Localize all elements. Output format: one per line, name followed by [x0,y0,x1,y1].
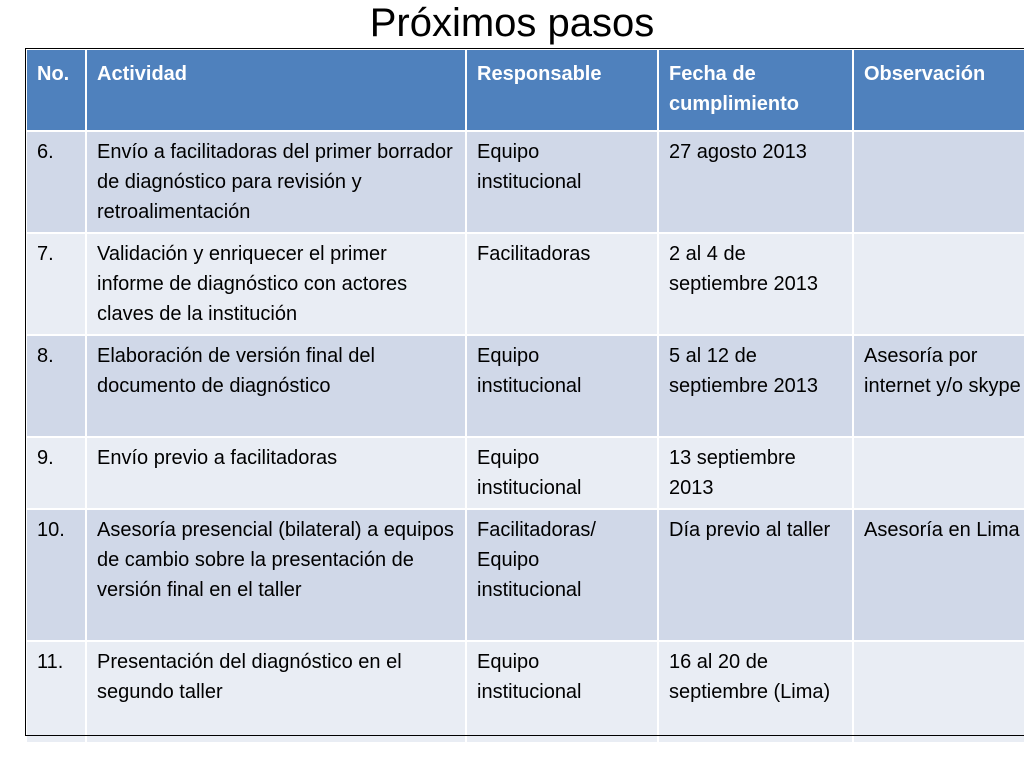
cell-responsable: Equipo institucional [466,131,658,233]
cell-actividad: Validación y enriquecer el primer informe de diagnóstico con actores claves de la institución [86,233,466,335]
cell-responsable: Facilitadoras/ Equipo institucional [466,509,658,641]
cell-no: 6. [26,131,86,233]
cell-actividad: Envío a facilitadoras del primer borrador de diagnóstico para revisión y retroalimentación [86,131,466,233]
cell-observacion [853,641,1024,743]
table-row [26,509,1024,641]
header-responsable: Responsable [466,49,658,131]
header-observacion: Observación [853,49,1024,131]
cell-no: 8. [26,335,86,437]
table-row [26,233,1024,335]
cell-fecha: 5 al 12 de septiembre 2013 [658,335,853,437]
cell-fecha: 2 al 4 de septiembre 2013 [658,233,853,335]
table-row [26,437,1024,509]
cell-no: 9. [26,437,86,509]
table-row [26,131,1024,233]
table-row [26,335,1024,437]
header-no: No. [26,49,86,131]
cell-fecha: 16 al 20 de septiembre (Lima) [658,641,853,743]
cell-responsable: Equipo institucional [466,437,658,509]
page-title: Próximos pasos [369,1,655,45]
cell-fecha: Día previo al taller [658,509,853,641]
cell-fecha: 13 septiembre 2013 [658,437,853,509]
header-fecha: Fecha de cumplimiento [658,49,853,131]
cell-responsable: Equipo institucional [466,641,658,743]
next-steps-table [25,48,1024,744]
table-header-row [26,49,1024,131]
header-actividad: Actividad [86,49,466,131]
cell-actividad: Envío previo a facilitadoras [86,437,466,509]
cell-observacion [853,131,1024,233]
cell-observacion [853,233,1024,335]
cell-observacion [853,437,1024,509]
cell-fecha: 27 agosto 2013 [658,131,853,233]
cell-observacion: Asesoría en Lima [853,509,1024,641]
cell-responsable: Facilitadoras [466,233,658,335]
cell-observacion: Asesoría por internet y/o skype [853,335,1024,437]
cell-responsable: Equipo institucional [466,335,658,437]
cell-no: 7. [26,233,86,335]
cell-no: 11. [26,641,86,743]
cell-actividad: Presentación del diagnóstico en el segundo taller [86,641,466,743]
cell-actividad: Elaboración de versión final del documento de diagnóstico [86,335,466,437]
cell-no: 10. [26,509,86,641]
cell-actividad: Asesoría presencial (bilateral) a equipos de cambio sobre la presentación de versión final en el taller [86,509,466,641]
table-row [26,641,1024,743]
